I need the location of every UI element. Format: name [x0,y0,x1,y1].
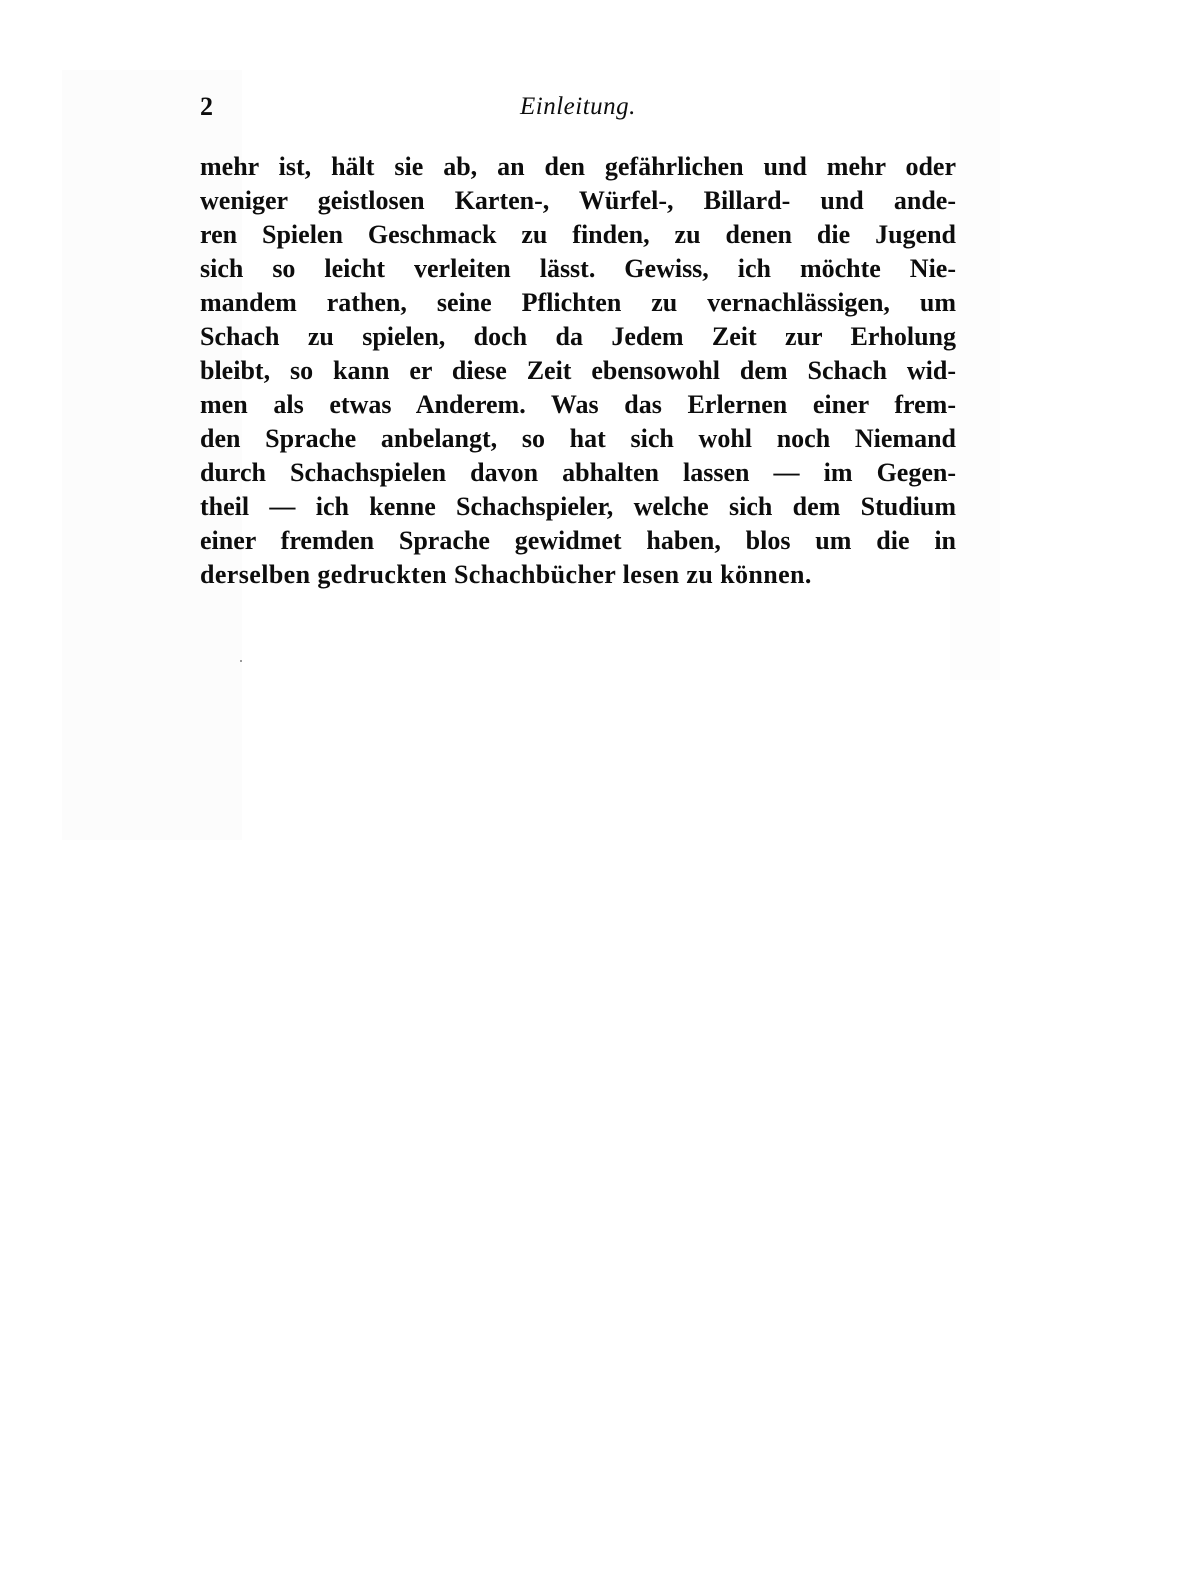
scan-shadow-right [950,70,1000,680]
text-line: durch Schachspielen davon abhalten lassen — im Gegen- [200,458,956,487]
text-line: theil — ich kenne Schachspieler, welche sich dem Studium [200,492,956,521]
text-line: ren Spielen Geschmack zu finden, zu denen die Jugend [200,220,956,249]
text-line: sich so leicht verleiten lässt. Gewiss, ich möchte Nie- [200,254,956,283]
text-line: weniger geistlosen Karten-, Würfel-, Billard- und ande- [200,186,956,215]
scan-speck [240,660,242,662]
body-paragraph [200,150,956,592]
text-line: mehr ist, hält sie ab, an den gefährlichen und mehr oder [200,152,956,181]
text-line: derselben gedruckten Schachbücher lesen zu können. [200,560,812,589]
text-line: men als etwas Anderem. Was das Erlernen einer frem- [200,390,956,419]
text-line: bleibt, so kann er diese Zeit ebensowohl dem Schach wid- [200,356,956,385]
text-line: einer fremden Sprache gewidmet haben, blos um die in [200,526,956,555]
text-line: Schach zu spielen, doch da Jedem Zeit zur Erholung [200,322,956,351]
running-title: Einleitung. [520,93,636,120]
text-line: den Sprache anbelangt, so hat sich wohl noch Niemand [200,424,956,453]
running-head [200,92,960,126]
text-line: mandem rathen, seine Pflichten zu vernachlässigen, um [200,288,956,317]
page-number: 2 [200,92,213,121]
